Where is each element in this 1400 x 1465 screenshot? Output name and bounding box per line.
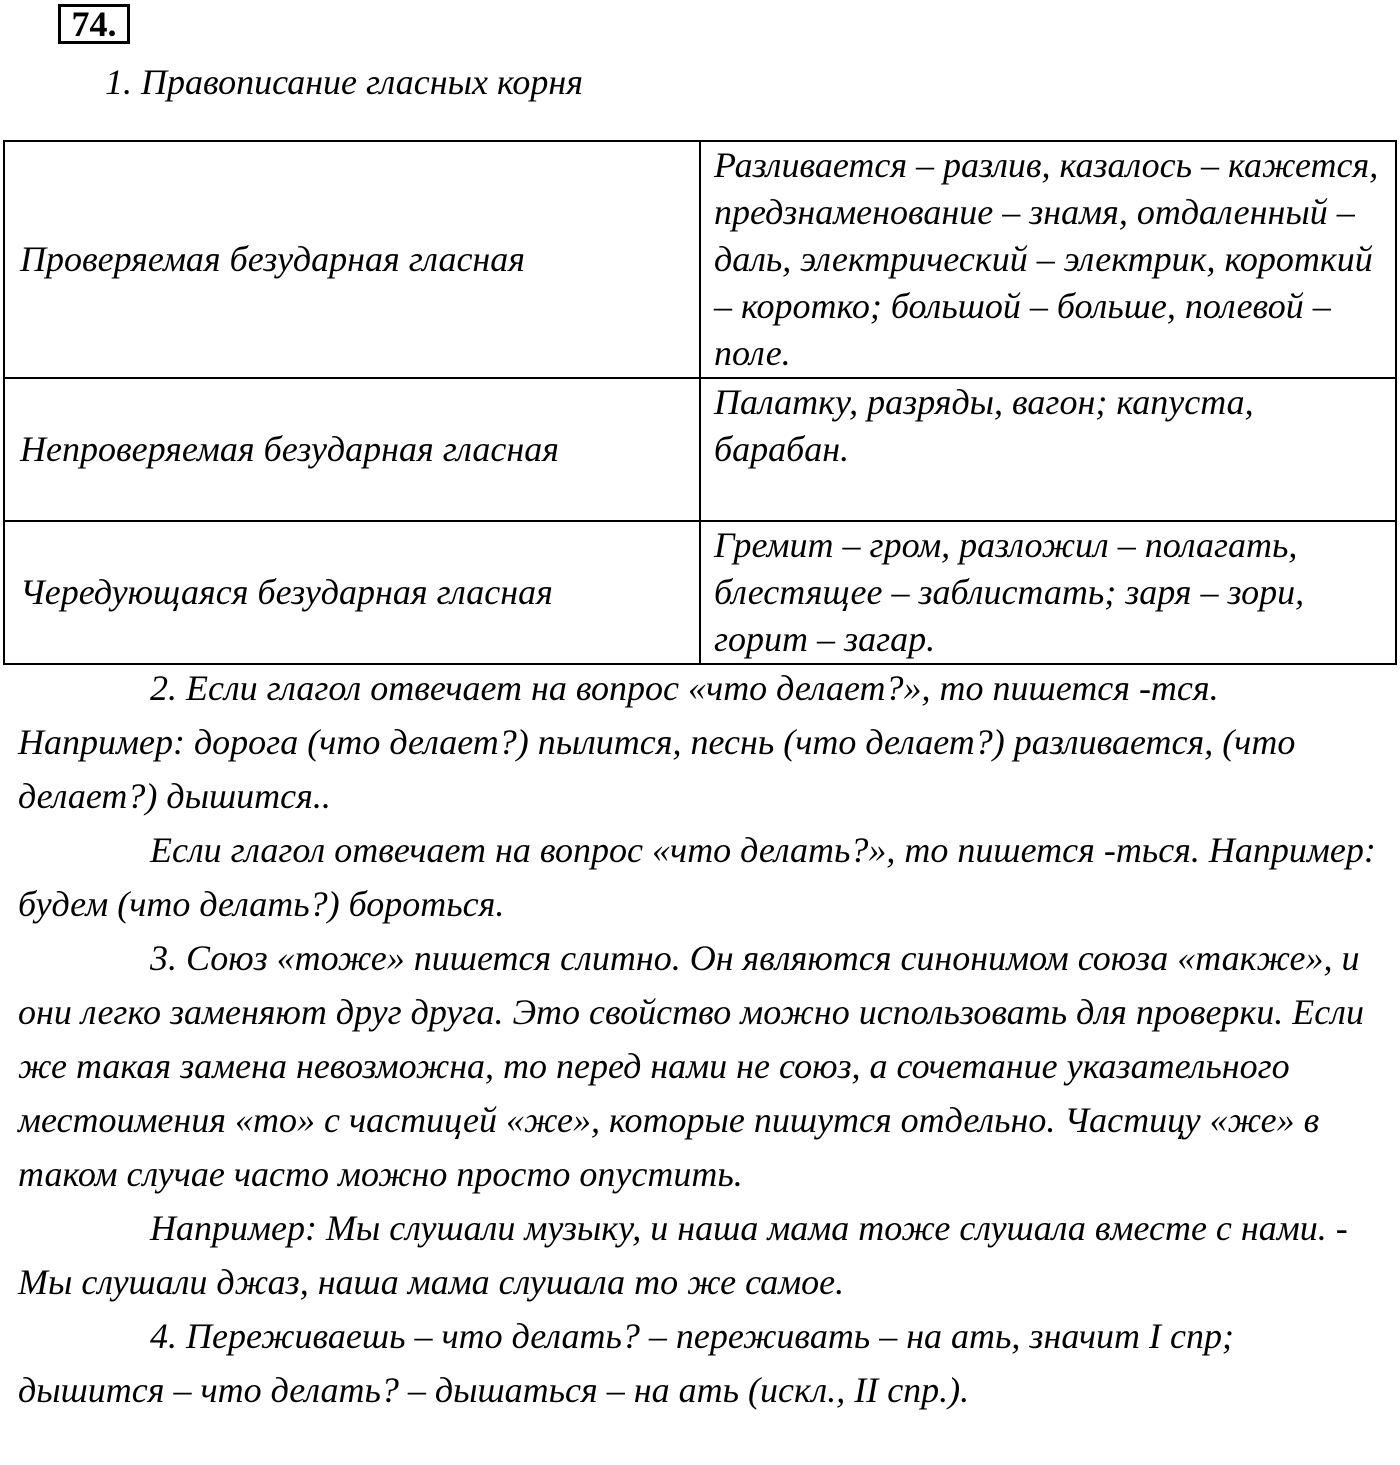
examples-cell bbox=[700, 141, 1396, 378]
examples-cell bbox=[700, 378, 1396, 521]
examples-text: Гремит – гром, разложил – полагать, блестящее – заблистать; заря – зори, горит – загар. bbox=[714, 525, 1305, 659]
table-row bbox=[4, 521, 1396, 664]
examples-text: Разливается – разлив, казалось – кажется, предзнаменование – знамя, отдаленный – даль, электрический – электрик, короткий – коротко; большой – больше, полевой – поле. bbox=[714, 145, 1379, 373]
examples-text: Палатку, разряды, вагон; капуста, барабан. bbox=[714, 382, 1254, 469]
explanation-text bbox=[18, 661, 1388, 1417]
paragraph-2b: Если глагол отвечает на вопрос «что делать?», то пишется -ться. Например: будем (что делать?) бороться. bbox=[18, 830, 1376, 924]
paragraph-3-example: Например: Мы слушали музыку, и наша мама тоже слушала вместе с нами. - Мы слушали джаз, наша мама слушала то же самое. bbox=[18, 1208, 1348, 1302]
paragraph-4: 4. Переживаешь – что делать? – переживать – на ать, значит I спр; дышится – что делать? – дышаться – на ать (искл., II спр.). bbox=[18, 1316, 1234, 1410]
vowel-type-cell: Проверяемая безударная гласная bbox=[4, 141, 700, 378]
table-row bbox=[4, 378, 1396, 521]
paragraph-3: 3. Союз «тоже» пишется слитно. Он являются синонимом союза «также», и они легко заменяют друг друга. Это свойство можно использовать для проверки. Если же такая замена невозможна, то перед нами не союз, а сочетание указательного местоимения «то» с частицей «же», которые пишутся отдельно. Частицу «же» в таком случае часто можно просто опустить. bbox=[18, 938, 1364, 1194]
paragraph-2: 2. Если глагол отвечает на вопрос «что делает?», то пишется -тся. Например: дорога (что делает?) пылится, песнь (что делает?) разливается, (что делает?) дышится.. bbox=[18, 668, 1296, 816]
vowel-rules-table bbox=[3, 140, 1397, 665]
vowel-type-cell: Чередующаяся безударная гласная bbox=[4, 521, 700, 664]
vowel-type-cell: Непроверяемая безударная гласная bbox=[4, 378, 700, 521]
examples-cell bbox=[700, 521, 1396, 664]
table-row bbox=[4, 141, 1396, 378]
section-heading: 1. Правописание гласных корня bbox=[105, 62, 584, 102]
task-number: 74. bbox=[58, 4, 130, 44]
